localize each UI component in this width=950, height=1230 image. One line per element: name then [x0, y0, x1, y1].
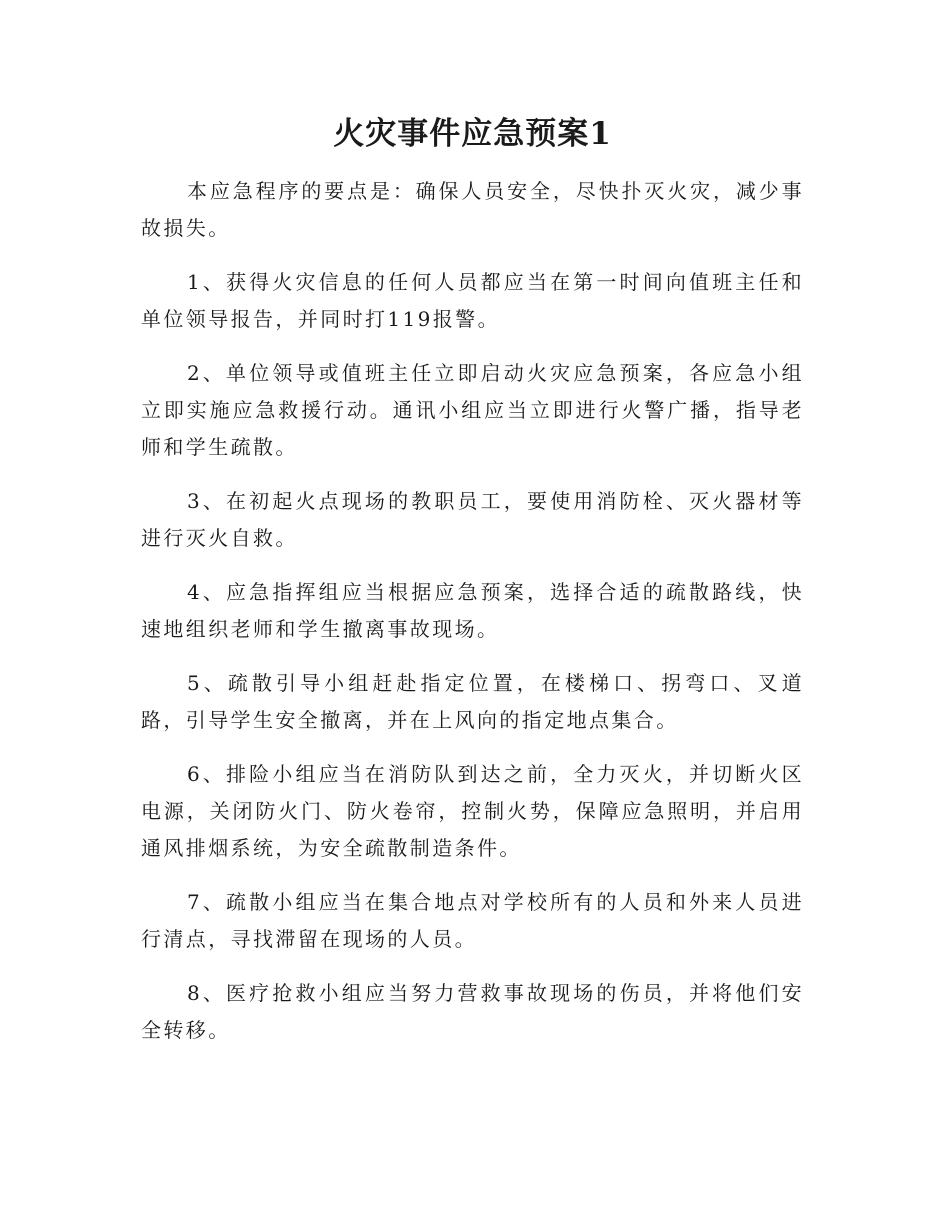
- paragraph-step-5: 5、疏散引导小组赶赴指定位置，在楼梯口、拐弯口、叉道路，引导学生安全撤离，并在上风向的指定地点集合。: [141, 671, 804, 732]
- paragraph-step-8: 8、医疗抢救小组应当努力营救事故现场的伤员，并将他们安全转移。: [141, 981, 804, 1042]
- paragraph-intro: 本应急程序的要点是：确保人员安全，尽快扑灭火灾，减少事故损失。: [141, 179, 804, 240]
- paragraph-step-1: 1、获得火灾信息的任何人员都应当在第一时间向值班主任和单位领导报告，并同时打119报警。: [141, 270, 804, 331]
- paragraph-step-4: 4、应急指挥组应当根据应急预案，选择合适的疏散路线，快速地组织老师和学生撤离事故现场。: [141, 580, 804, 641]
- paragraph-step-2: 2、单位领导或值班主任立即启动火灾应急预案，各应急小组立即实施应急救援行动。通讯小组应当立即进行火警广播，指导老师和学生疏散。: [141, 361, 804, 459]
- paragraph-step-6: 6、排险小组应当在消防队到达之前，全力灭火，并切断火区电源，关闭防火门、防火卷帘，控制火势，保障应急照明，并启用通风排烟系统，为安全疏散制造条件。: [141, 762, 804, 860]
- paragraph-step-7: 7、疏散小组应当在集合地点对学校所有的人员和外来人员进行清点，寻找滞留在现场的人员。: [141, 890, 804, 951]
- paragraph-step-3: 3、在初起火点现场的教职员工，要使用消防栓、灭火器材等进行灭火自救。: [141, 489, 804, 550]
- document-title: 火灾事件应急预案1: [333, 116, 612, 152]
